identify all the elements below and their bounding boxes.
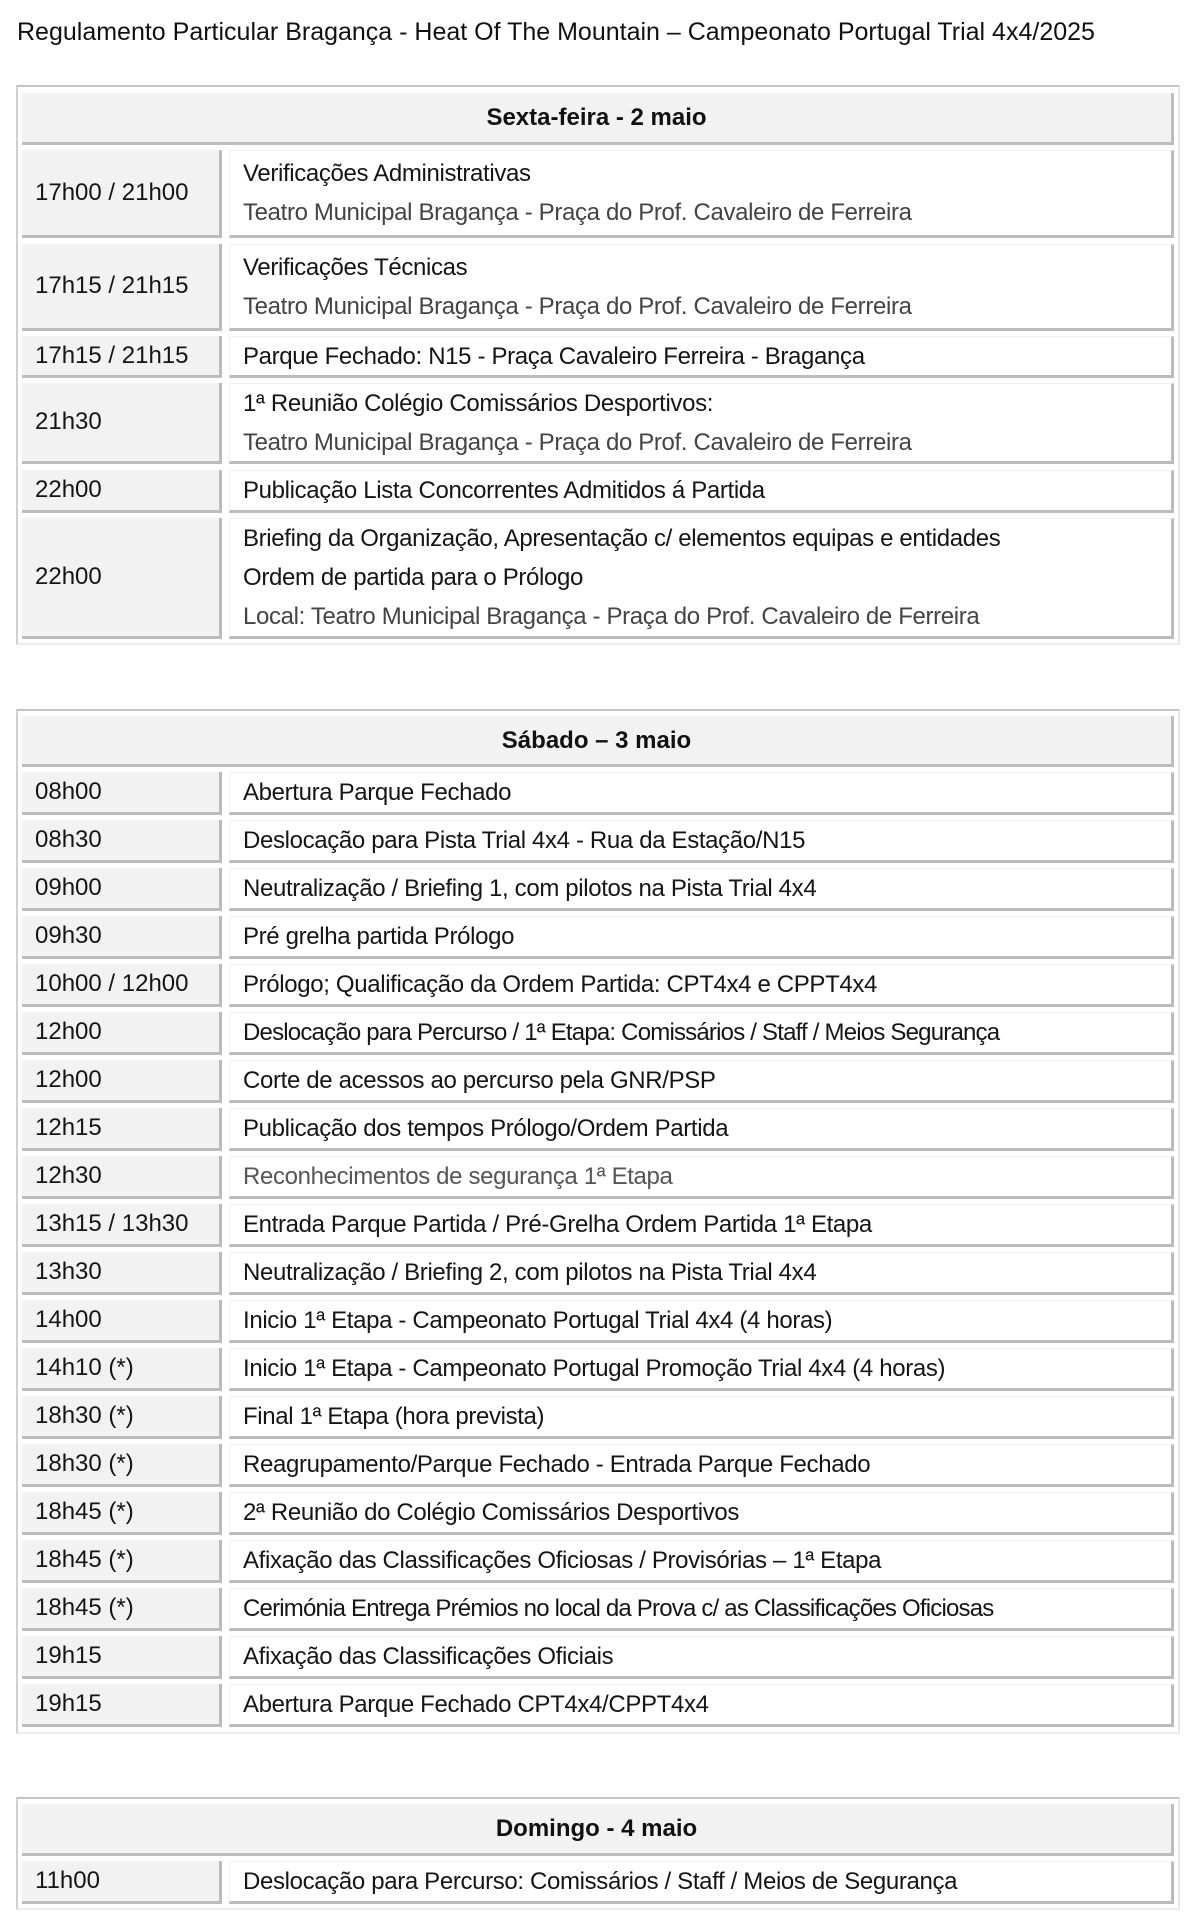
description-line: Afixação das Classificações Oficiosas / Provisórias – 1ª Etapa bbox=[243, 1547, 882, 1574]
description-cell bbox=[229, 1252, 1174, 1295]
time-cell: 12h00 bbox=[22, 1012, 222, 1055]
time-cell: 10h00 / 12h00 bbox=[22, 964, 222, 1007]
time-cell: 08h30 bbox=[22, 820, 222, 863]
time-cell: 17h15 / 21h15 bbox=[22, 336, 222, 378]
description-cell bbox=[229, 1588, 1174, 1631]
description-cell bbox=[229, 1300, 1174, 1343]
description-line: 2ª Reunião do Colégio Comissários Desportivos bbox=[243, 1499, 740, 1526]
table-row bbox=[22, 1684, 1174, 1727]
time-cell: 22h00 bbox=[22, 470, 222, 513]
table-row bbox=[22, 1060, 1174, 1103]
description-cell bbox=[229, 1540, 1174, 1583]
time-cell: 17h15 / 21h15 bbox=[22, 244, 222, 331]
time-cell: 12h00 bbox=[22, 1060, 222, 1103]
description-cell bbox=[229, 1060, 1174, 1103]
schedule-table-saturday bbox=[16, 709, 1180, 1734]
description-cell bbox=[229, 1636, 1174, 1679]
description-line: Deslocação para Percurso: Comissários / Staff / Meios de Segurança bbox=[243, 1868, 958, 1895]
description-line: 1ª Reunião Colégio Comissários Desportivos: bbox=[243, 389, 714, 417]
table-row bbox=[22, 244, 1174, 331]
time-cell: 14h10 (*) bbox=[22, 1348, 222, 1391]
table-row bbox=[22, 820, 1174, 863]
description-line: Deslocação para Pista Trial 4x4 - Rua da Estação/N15 bbox=[243, 827, 806, 854]
description-line: Teatro Municipal Bragança - Praça do Prof. Cavaleiro de Ferreira bbox=[243, 292, 912, 320]
time-cell: 18h45 (*) bbox=[22, 1492, 222, 1535]
description-cell bbox=[229, 1156, 1174, 1199]
table-row bbox=[22, 772, 1174, 815]
description-line: Local: Teatro Municipal Bragança - Praça do Prof. Cavaleiro de Ferreira bbox=[243, 603, 980, 630]
day-heading: Domingo - 4 maio bbox=[22, 1804, 1174, 1856]
table-row bbox=[22, 518, 1174, 639]
description-cell bbox=[229, 772, 1174, 815]
description-cell bbox=[229, 383, 1174, 464]
table-row bbox=[22, 470, 1174, 513]
time-cell: 08h00 bbox=[22, 772, 222, 815]
time-cell: 21h30 bbox=[22, 383, 222, 464]
table-row bbox=[22, 916, 1174, 959]
description-line: Corte de acessos ao percurso pela GNR/PSP bbox=[243, 1067, 716, 1094]
description-line: Verificações Técnicas bbox=[243, 253, 468, 281]
table-row bbox=[22, 1300, 1174, 1343]
table-row bbox=[22, 1252, 1174, 1295]
table-row bbox=[22, 1636, 1174, 1679]
time-cell: 13h15 / 13h30 bbox=[22, 1204, 222, 1247]
time-cell: 09h00 bbox=[22, 868, 222, 911]
description-cell bbox=[229, 1348, 1174, 1391]
description-cell bbox=[229, 470, 1174, 513]
description-line: Publicação Lista Concorrentes Admitidos á Partida bbox=[243, 477, 765, 504]
description-cell bbox=[229, 868, 1174, 911]
description-cell bbox=[229, 1204, 1174, 1247]
time-cell: 13h30 bbox=[22, 1252, 222, 1295]
description-cell bbox=[229, 1444, 1174, 1487]
table-row bbox=[22, 150, 1174, 238]
description-cell bbox=[229, 1684, 1174, 1727]
time-cell: 11h00 bbox=[22, 1861, 222, 1904]
table-row bbox=[22, 1540, 1174, 1583]
table-row bbox=[22, 1012, 1174, 1055]
description-cell bbox=[229, 1108, 1174, 1151]
description-cell bbox=[229, 1012, 1174, 1055]
description-line: Prólogo; Qualificação da Ordem Partida: CPT4x4 e CPPT4x4 bbox=[243, 971, 878, 998]
description-cell bbox=[229, 964, 1174, 1007]
time-cell: 22h00 bbox=[22, 518, 222, 639]
description-cell bbox=[229, 1861, 1174, 1904]
description-line: Afixação das Classificações Oficiais bbox=[243, 1643, 614, 1670]
table-row bbox=[22, 1588, 1174, 1631]
time-cell: 09h30 bbox=[22, 916, 222, 959]
time-cell: 18h45 (*) bbox=[22, 1588, 222, 1631]
schedule-table-friday bbox=[16, 85, 1180, 645]
time-cell: 12h30 bbox=[22, 1156, 222, 1199]
table-row bbox=[22, 1444, 1174, 1487]
time-cell: 19h15 bbox=[22, 1636, 222, 1679]
table-row bbox=[22, 1156, 1174, 1199]
description-line: Reagrupamento/Parque Fechado - Entrada Parque Fechado bbox=[243, 1451, 871, 1478]
day-heading: Sexta-feira - 2 maio bbox=[22, 93, 1174, 145]
description-line: Cerimónia Entrega Prémios no local da Prova c/ as Classificações Oficiosas bbox=[243, 1595, 994, 1622]
table-row bbox=[22, 1348, 1174, 1391]
description-line: Neutralização / Briefing 1, com pilotos na Pista Trial 4x4 bbox=[243, 875, 817, 902]
description-line: Pré grelha partida Prólogo bbox=[243, 923, 515, 950]
description-line: Teatro Municipal Bragança - Praça do Prof. Cavaleiro de Ferreira bbox=[243, 199, 912, 226]
description-cell bbox=[229, 336, 1174, 378]
description-line: Inicio 1ª Etapa - Campeonato Portugal Trial 4x4 (4 horas) bbox=[243, 1307, 833, 1334]
description-line: Neutralização / Briefing 2, com pilotos na Pista Trial 4x4 bbox=[243, 1259, 817, 1286]
time-cell: 17h00 / 21h00 bbox=[22, 150, 222, 238]
document-title: Regulamento Particular Bragança - Heat Of The Mountain – Campeonato Portugal Trial 4x4/2025 bbox=[17, 18, 1095, 46]
table-row bbox=[22, 1861, 1174, 1904]
description-cell bbox=[229, 1396, 1174, 1439]
description-cell bbox=[229, 1492, 1174, 1535]
time-cell: 19h15 bbox=[22, 1684, 222, 1727]
table-row bbox=[22, 868, 1174, 911]
time-cell: 18h30 (*) bbox=[22, 1444, 222, 1487]
description-line: Teatro Municipal Bragança - Praça do Prof. Cavaleiro de Ferreira bbox=[243, 428, 912, 456]
table-row bbox=[22, 383, 1174, 464]
description-line: Inicio 1ª Etapa - Campeonato Portugal Promoção Trial 4x4 (4 horas) bbox=[243, 1355, 946, 1382]
table-row bbox=[22, 336, 1174, 378]
description-cell bbox=[229, 820, 1174, 863]
table-row bbox=[22, 1492, 1174, 1535]
time-cell: 14h00 bbox=[22, 1300, 222, 1343]
day-heading: Sábado – 3 maio bbox=[22, 716, 1174, 767]
description-line: Entrada Parque Partida / Pré-Grelha Ordem Partida 1ª Etapa bbox=[243, 1211, 872, 1238]
description-line: Verificações Administrativas bbox=[243, 160, 531, 187]
description-line: Parque Fechado: N15 - Praça Cavaleiro Ferreira - Bragança bbox=[243, 342, 865, 370]
description-line: Publicação dos tempos Prólogo/Ordem Partida bbox=[243, 1115, 729, 1142]
description-line: Abertura Parque Fechado bbox=[243, 779, 512, 806]
description-cell bbox=[229, 518, 1174, 639]
description-cell bbox=[229, 150, 1174, 238]
time-cell: 18h45 (*) bbox=[22, 1540, 222, 1583]
description-line: Final 1ª Etapa (hora prevista) bbox=[243, 1403, 545, 1430]
table-row bbox=[22, 1396, 1174, 1439]
time-cell: 12h15 bbox=[22, 1108, 222, 1151]
description-line: Reconhecimentos de segurança 1ª Etapa bbox=[243, 1163, 673, 1190]
table-row bbox=[22, 1108, 1174, 1151]
description-cell bbox=[229, 916, 1174, 959]
time-cell: 18h30 (*) bbox=[22, 1396, 222, 1439]
description-line: Abertura Parque Fechado CPT4x4/CPPT4x4 bbox=[243, 1691, 709, 1718]
schedule-table-sunday bbox=[16, 1797, 1180, 1910]
description-line: Deslocação para Percurso / 1ª Etapa: Comissários / Staff / Meios Segurança bbox=[243, 1019, 1000, 1046]
description-line: Briefing da Organização, Apresentação c/ elementos equipas e entidades bbox=[243, 525, 1001, 552]
table-row bbox=[22, 1204, 1174, 1247]
description-line: Ordem de partida para o Prólogo bbox=[243, 564, 584, 591]
description-cell bbox=[229, 244, 1174, 331]
table-row bbox=[22, 964, 1174, 1007]
